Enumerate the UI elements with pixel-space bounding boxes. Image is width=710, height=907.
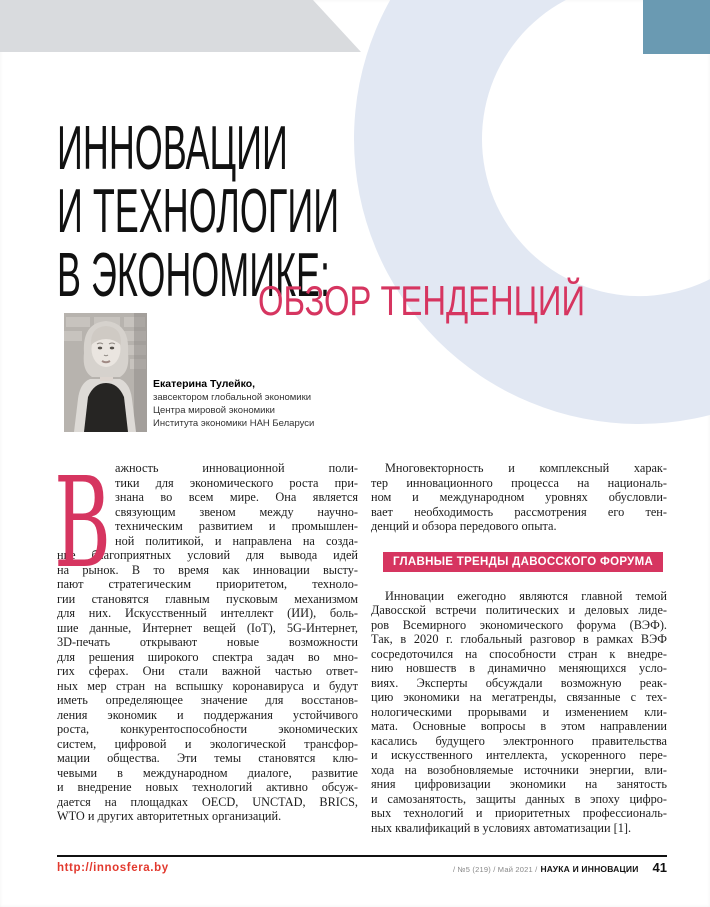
journal-name: НАУКА И ИННОВАЦИИ (540, 864, 639, 874)
site-url-link[interactable]: http://innosfera.by (57, 862, 169, 874)
text-line: вает необходимость рассмотрения его тен- (371, 504, 667, 519)
text-line: нологическими прорывами и изменением кли- (371, 704, 667, 719)
text-line: гих сферах. Они стали важной частью ответ- (57, 664, 358, 678)
text-line: ном и международном уровнях обусловли- (371, 490, 667, 504)
title-line-1: ИННОВАЦИИ (57, 113, 288, 183)
text-line: дается на площадках OECD, UNCTAD, BRICS, (57, 794, 358, 809)
letter-c-watermark (354, 0, 710, 424)
text-line: нию новшеств в динамично меняющихся усло- (371, 661, 667, 675)
text-line: ров Всемирного экономического форума (ВЭФ). (371, 617, 667, 632)
title-line-3: В ЭКОНОМИКЕ: (57, 240, 331, 310)
page-number: 41 (652, 860, 667, 875)
text-line: ных квалификаций в условиях автоматизации [1]. (371, 820, 632, 835)
text-line: связующим звеном между научно- (115, 504, 358, 519)
dropcap-indent-lines (115, 461, 358, 548)
top-gray-band (0, 0, 361, 52)
text-line: на рынок. В то время как инновации высту- (57, 562, 358, 577)
text-line: сосредоточился на способности стран к внедре- (371, 646, 667, 661)
title-line-2: И ТЕХНОЛОГИИ (57, 177, 340, 247)
text-line: Института экономики НАН Беларуси (153, 418, 315, 429)
author-name: Екатерина Тулейко, (153, 378, 256, 390)
text-line: тики для экономического роста при- (115, 475, 358, 490)
text-line: ления экономик и поддержания устойчивого (57, 707, 358, 722)
dropcap: В (54, 451, 111, 596)
text-line: ной политикой, и направлена на созда- (115, 533, 358, 548)
corner-accent-square (643, 0, 710, 54)
text-line: техническим развитием и промышлен- (115, 519, 358, 533)
text-line: денций и обзора передового опыта. (371, 519, 557, 533)
author-affiliation (153, 391, 314, 430)
section-heading-banner: ГЛАВНЫЕ ТРЕНДЫ ДАВОССКОГО ФОРУМА (383, 552, 663, 572)
text-line: Многовекторность и комплексный харак- (385, 461, 667, 475)
text-line: Центра мировой экономики (153, 405, 275, 416)
text-line: яния цифровизации экономики на занятость (371, 777, 667, 791)
intro-paragraph (371, 461, 667, 534)
article-right-column (371, 461, 667, 835)
text-line: ние благоприятных условий для вывода идей (57, 548, 358, 562)
text-line: виях. Эксперты обсуждали возможную реак- (371, 675, 667, 690)
text-line: хода на возобновляемые источники энергии, вли- (371, 762, 667, 777)
text-line: и внедрение новых технологий активно обсуж- (57, 780, 358, 794)
text-line: пают стратегическим приоритетом, техноло- (57, 577, 358, 591)
article-left-column (54, 451, 358, 824)
author-block (153, 378, 314, 430)
text-line: вых технологий и приоритетных профессиональ- (371, 806, 667, 820)
text-line: гии становятся главным пусковым механизмом (57, 591, 358, 606)
text-line: для них. Искусственный интеллект (ИИ), боль- (57, 606, 358, 620)
text-line: и искусственного интеллекта, ускоренного пере- (371, 748, 667, 762)
text-line: мата. Основные вопросы в этом направлении (371, 719, 667, 733)
text-line: для решения широкого спектра задач во мно- (57, 649, 358, 664)
text-line: чевыми в международном диалоге, развитие (57, 765, 358, 780)
text-line: знана во всем мире. Она является (115, 490, 358, 504)
author-photo (64, 313, 147, 432)
text-line: ных мер стран на вспышку коронавируса и будут (57, 678, 358, 693)
text-line: систем, цифровой и экологической трансфор- (57, 736, 358, 751)
text-line: ажность инновационной поли- (115, 461, 358, 475)
text-line: Так, в 2020 г. глобальный разговор в рамках ВЭФ (371, 632, 667, 646)
text-line: Инновации ежегодно являются главной темой (385, 588, 667, 603)
davos-paragraph (371, 589, 667, 836)
text-line: и самозанятость, защиты данных в эпоху цифро- (371, 791, 667, 806)
text-line: завсектором глобальной экономики (153, 392, 312, 403)
text-line: цию экономики на мегатренды, связанные с тех- (371, 690, 667, 704)
text-line: мации общества. Эти темы становятся клю- (57, 751, 358, 765)
footer-rule (57, 855, 667, 857)
text-line: иметь определяющее значение для восстанов- (57, 693, 358, 707)
text-line: WTO и других авторитетных организаций. (57, 809, 282, 823)
footer-issue-info (453, 860, 667, 875)
text-line: Давосской встречи политических и деловых лиде- (371, 603, 667, 617)
page-subtitle: ОБЗОР ТЕНДЕНЦИЙ (258, 277, 586, 324)
text-line: роста, конкурентоспособности экономических (57, 722, 358, 736)
text-line: шие данные, Интернет вещей (IoT), 5G-Интернет, (57, 620, 358, 635)
text-line: касались будущего электронного правительства (371, 733, 667, 748)
text-line: 3D-печать открывают новые возможности (57, 635, 358, 649)
issue-meta: / №5 (219) / Май 2021 / (452, 865, 538, 874)
text-line: тер инновационного процесса на националь- (371, 475, 667, 490)
